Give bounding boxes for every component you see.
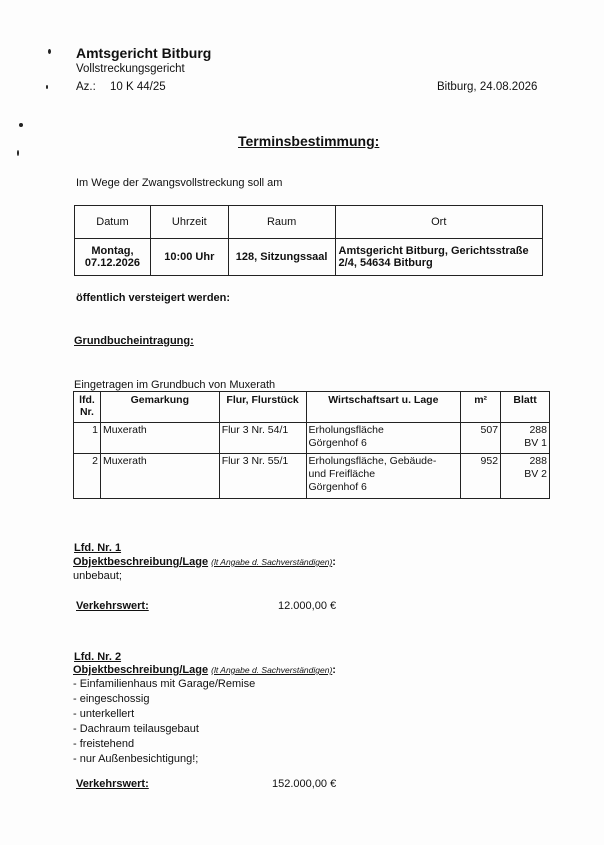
object-2-description-colon: : [332,664,336,676]
object-1-description-heading [73,556,336,568]
object-2-description-line: - unterkellert [73,708,135,720]
land-register-table [73,391,550,499]
object-2-number: Lfd. Nr. 2 [74,651,122,663]
appointment-time: 10:00 Uhr [150,239,228,276]
appointment-date [75,239,151,276]
appointment-weekday: Montag, [91,245,134,257]
row-wirtschaftsart-line: Erholungsfläche [308,424,384,436]
column-header-lfd-line2: Nr. [79,406,94,418]
object-2-description-line: - eingeschossig [73,693,150,705]
object-2-description-label: Objektbeschreibung/Lage [73,664,209,676]
row-gemarkung: Muxerath [100,454,219,499]
row-blatt-line: BV 1 [524,437,547,449]
table-row [74,423,550,454]
object-2-description-line: - Dachraum teilausgebaut [73,723,199,735]
row-wirtschaftsart-line: und Freifläche [308,468,376,480]
row-gemarkung: Muxerath [100,423,219,454]
court-name: Amtsgericht Bitburg [76,45,212,61]
row-flur: Flur 3 Nr. 55/1 [219,454,306,499]
document-title: Terminsbestimmung: [238,133,380,149]
row-flur: Flur 3 Nr. 54/1 [219,423,306,454]
column-header-date: Datum [75,206,151,239]
auction-statement: öffentlich versteigert werden: [76,292,231,304]
appointment-place-line1: Amtsgericht Bitburg, Gerichtsstraße [338,245,529,257]
object-2-description-note: (lt Angabe d. Sachverständigen) [211,665,333,675]
object-2-description-line: - nur Außenbesichtigung!; [73,753,199,765]
column-header-time: Uhrzeit [150,206,228,239]
column-header-area: m² [461,392,501,423]
column-header-place: Ort [335,206,542,239]
row-lfd: 1 [74,423,101,454]
column-header-gemarkung: Gemarkung [100,392,219,423]
case-number-value: 10 K 44/25 [110,81,166,93]
land-register-header-row [74,392,550,423]
row-blatt [501,454,550,499]
appointment-room: 128, Sitzungssaal [228,239,335,276]
object-1-description-line: unbebaut; [73,570,122,582]
row-area: 952 [461,454,501,499]
object-1-description-colon: : [332,556,336,568]
object-1-value-label: Verkehrswert: [76,600,149,612]
row-blatt [501,423,550,454]
land-register-caption: Eingetragen im Grundbuch von Muxerath [74,379,276,391]
row-lfd: 2 [74,454,101,499]
case-number-label: Az.: [76,81,96,93]
column-header-room: Raum [228,206,335,239]
object-1-description-label: Objektbeschreibung/Lage [73,556,209,568]
appointment-place-line2: 2/4, 54634 Bitburg [338,257,433,269]
row-wirtschaftsart-line: Görgenhof 6 [308,481,367,493]
column-header-flur: Flur, Flurstück [219,392,306,423]
place-date: Bitburg, 24.08.2026 [437,81,538,93]
row-blatt-line: BV 2 [524,468,547,480]
row-wirtschaftsart-line: Görgenhof 6 [308,437,367,449]
appointment-place [335,239,542,276]
row-area: 507 [461,423,501,454]
scan-speck [46,85,48,89]
row-wirtschaftsart [306,423,461,454]
scan-speck [19,123,23,127]
land-register-heading: Grundbucheintragung: [74,335,194,347]
row-blatt-line: 288 [529,455,547,467]
appointment-date-value: 07.12.2026 [84,257,140,269]
object-2-description-line: - freistehend [73,738,135,750]
appointment-header-row [75,206,543,239]
object-2-description-line: - Einfamilienhaus mit Garage/Remise [73,678,256,690]
object-1-number: Lfd. Nr. 1 [74,542,122,554]
row-blatt-line: 288 [529,424,547,436]
object-2-value: 152.000,00 € [272,778,337,790]
scan-speck [48,49,51,54]
object-2-value-label: Verkehrswert: [76,778,149,790]
object-1-description-note: (lt Angabe d. Sachverständigen) [211,557,333,567]
court-department: Vollstreckungsgericht [76,63,185,75]
scan-speck [17,150,19,156]
column-header-lfd [74,392,101,423]
object-2-description-heading [73,664,336,676]
column-header-wirtschaftsart: Wirtschaftsart u. Lage [306,392,461,423]
intro-text: Im Wege der Zwangsvollstreckung soll am [76,177,283,189]
column-header-lfd-line1: lfd. [79,394,95,406]
row-wirtschaftsart-line: Erholungsfläche, Gebäude- [308,455,437,467]
column-header-blatt: Blatt [501,392,550,423]
appointment-table [74,205,543,276]
row-wirtschaftsart [306,454,461,499]
table-row [74,454,550,499]
object-1-value: 12.000,00 € [278,600,337,612]
appointment-row [75,239,543,276]
